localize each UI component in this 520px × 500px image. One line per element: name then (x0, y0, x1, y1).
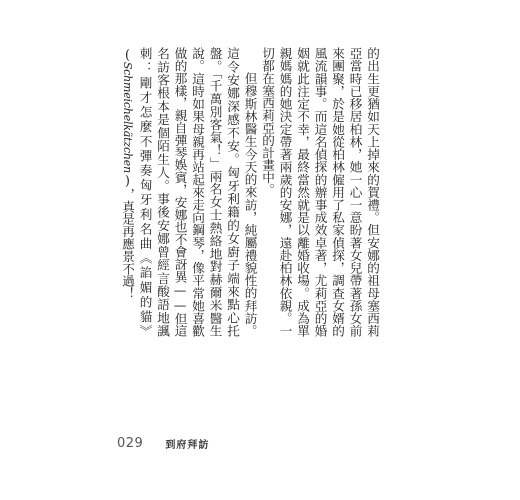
latin-title: Schmeichelkätzchen (121, 61, 134, 174)
body-text (119, 47, 382, 337)
running-title: 到府拜訪 (165, 439, 210, 451)
page-footer (117, 433, 209, 453)
paragraph-1 (259, 47, 382, 337)
paragraph-1-text: 的出生更猶如天上掉來的賀禮。但安娜的祖母塞西莉亞當時已移居柏林，她一心一意盼著女兒帶著孫女前來團聚，於是她從柏林僱用了私家偵探，調查女婿的風流韻事。而這名偵探的辦事成效卓著，尤莉亞的婚姻就此注定不幸，最終當然就是以離婚收場。成為單親媽媽的她決定帶著兩歲的安娜，遠赴柏林依親。一切都在塞西莉亞的計畫中。 (260, 47, 380, 337)
paragraph-2 (119, 47, 259, 337)
paragraph-2-text: 但穆斯林醫生今天的來訪，純屬禮貌性的拜訪。這令安娜深感不安。匈牙利籍的女廚子端來點心托盤。「千萬別客氣！」兩名女士熱絡地對赫爾米醫生說。這時如果母親再站起來走向鋼琴，像平常她喜歡做的那樣，親自彈琴娛賓，安娜也不會訝異——但這名訪客根本是個陌生人。事後安娜曾經言酸語地諷刺：剛才怎麼不彈奏匈牙利名曲《諂媚的貓》( (120, 47, 258, 337)
paragraph-2-end: )，真是再應景不過！ (120, 173, 135, 300)
page-number: 029 (117, 435, 144, 451)
